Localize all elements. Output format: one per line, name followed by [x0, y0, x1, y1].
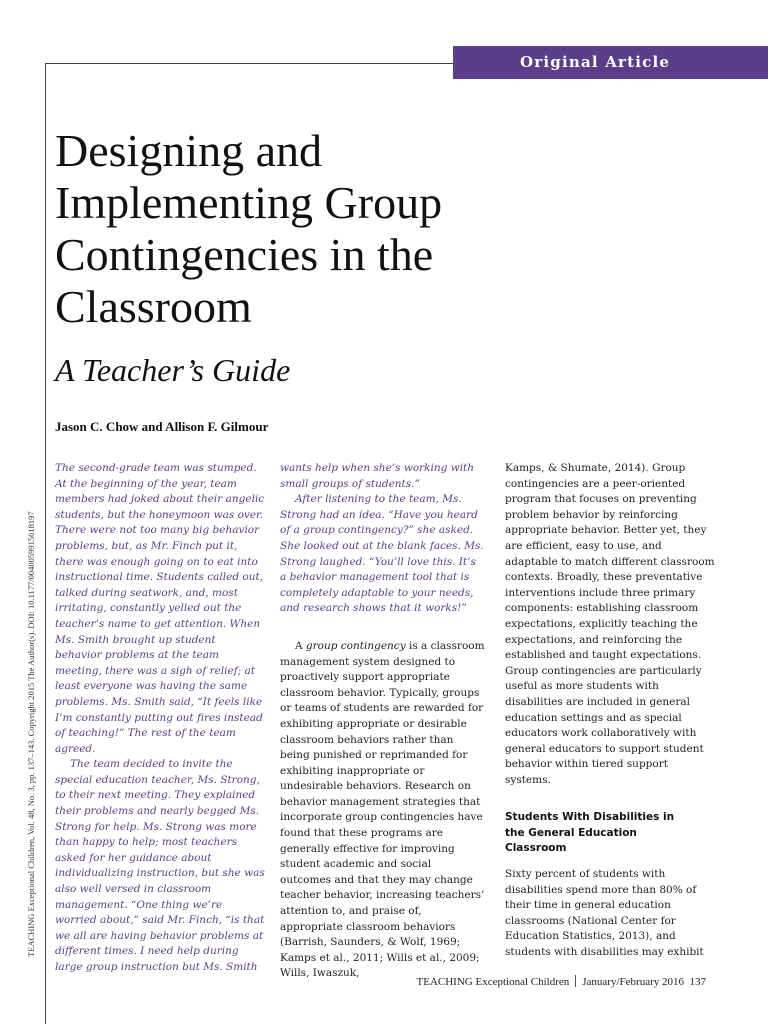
footer-divider — [575, 975, 576, 987]
column-1 — [55, 461, 265, 976]
top-rule — [45, 63, 455, 64]
body-paragraph — [280, 639, 485, 982]
page-number: 137 — [689, 976, 706, 988]
journal-name: TEACHING Exceptional Children — [416, 976, 570, 988]
column-3 — [505, 461, 717, 961]
section-heading: Students With Disabilities in the General Education Classroom — [505, 811, 675, 855]
story-paragraph: wants help when she’s working with small groups of students.” — [280, 462, 475, 490]
article-title: Designing and Implementing Group Contingencies in the Classroom — [55, 125, 443, 332]
body-paragraph: Sixty percent of students with disabilities spend more than 80% of their time in general education classrooms (National Center for Education Statistics, 2013), and students with disabilities may exhibit — [505, 867, 704, 958]
article-subtitle: A Teacher’s Guide — [55, 352, 291, 388]
body-paragraph: Kamps, & Shumate, 2014). Group contingencies are a peer-oriented program that focuses on preventing problem behavior by reinforcing appropriate behavior. Better yet, they are efficient, easy to use, and adaptable to match different classroom contexts. Broadly, these preventative interventions include three primary components: establishing classroom expectations, explicitly teaching the expectations, and reinforcing the established and taught expectations. Group contingencies are particularly useful as more students with disabilities are included in general education settings and as special educators work collaboratively with general educators to support student behavior within tiered support systems. — [505, 462, 715, 786]
article-type-label: Original Article — [520, 53, 671, 71]
story-paragraph: After listening to the team, Ms. Strong had an idea. “Have you heard of a group contingency?” she asked. She looked out at the blank faces. Ms. Strong laughed. “You’ll love this. It’s a behavior management tool that is completely adaptable to your needs, and research shows that it works!” — [280, 493, 484, 615]
column-2 — [280, 461, 485, 982]
article-authors: Jason C. Chow and Allison F. Gilmour — [55, 419, 269, 434]
defined-term: group contingency — [305, 639, 406, 652]
story-paragraph: The team decided to invite the special education teacher, Ms. Strong, to their next meeting. They explained their problems and nearly begged Ms. Strong for help. Ms. Strong was more than happy to help; most teachers asked for her guidance about individualizing instruction, but she was also well versed in classroom management. “One thing we’re worried about,” said Mr. Finch, “is that we all are having behavior problems at different times. I need help during large group instruction but Ms. Smith — [55, 758, 265, 973]
article-type-banner — [453, 46, 768, 79]
page-footer — [417, 975, 706, 988]
text-run: A — [295, 639, 306, 652]
citation-side-info: TEACHING Exceptional Children, Vol. 48, No. 3, pp. 137–143. Copyright 2015 The Author(s). DOI: 10.1177/0040059915618197 — [26, 511, 36, 957]
text-run: is a classroom management system designed to proactively support appropriate classroom behavior. Typically, groups or teams of students are rewarded for exhibiting appropriate or desirable classroom behaviors rather than being punished or reprimanded for exhibiting inappropriate or undesirable behaviors. Research on behavior management strategies that incorporate group contingencies have found that these programs are generally effective for improving student academic and social outcomes and that they may change teacher behavior, increasing teachers’ attention to, and praise of, appropriate classroom behaviors (Barrish, Saunders, & Wolf, 1969; Kamps et al., 2011; Wills et al., 2009; Wills, Iwaszuk, — [280, 639, 485, 980]
issue-date: January/February 2016 — [582, 976, 684, 988]
left-rule — [45, 63, 46, 1024]
story-paragraph: The second-grade team was stumped. At the beginning of the year, team members had joked about their angelic students, but the honeymoon was over. There were not too many big behavior problems, but, as Mr. Finch put it, there was enough going on to eat into instructional time. Students called out, talked during seatwork, and, most irritating, constantly yelled out the teacher’s name to get attention. When Ms. Smith brought up student behavior problems at the team meeting, there was a sigh of relief; at least everyone was having the same problems. Ms. Smith said, “It feels like I’m constantly putting out fires instead of teaching!” The rest of the team agreed. — [55, 462, 265, 755]
